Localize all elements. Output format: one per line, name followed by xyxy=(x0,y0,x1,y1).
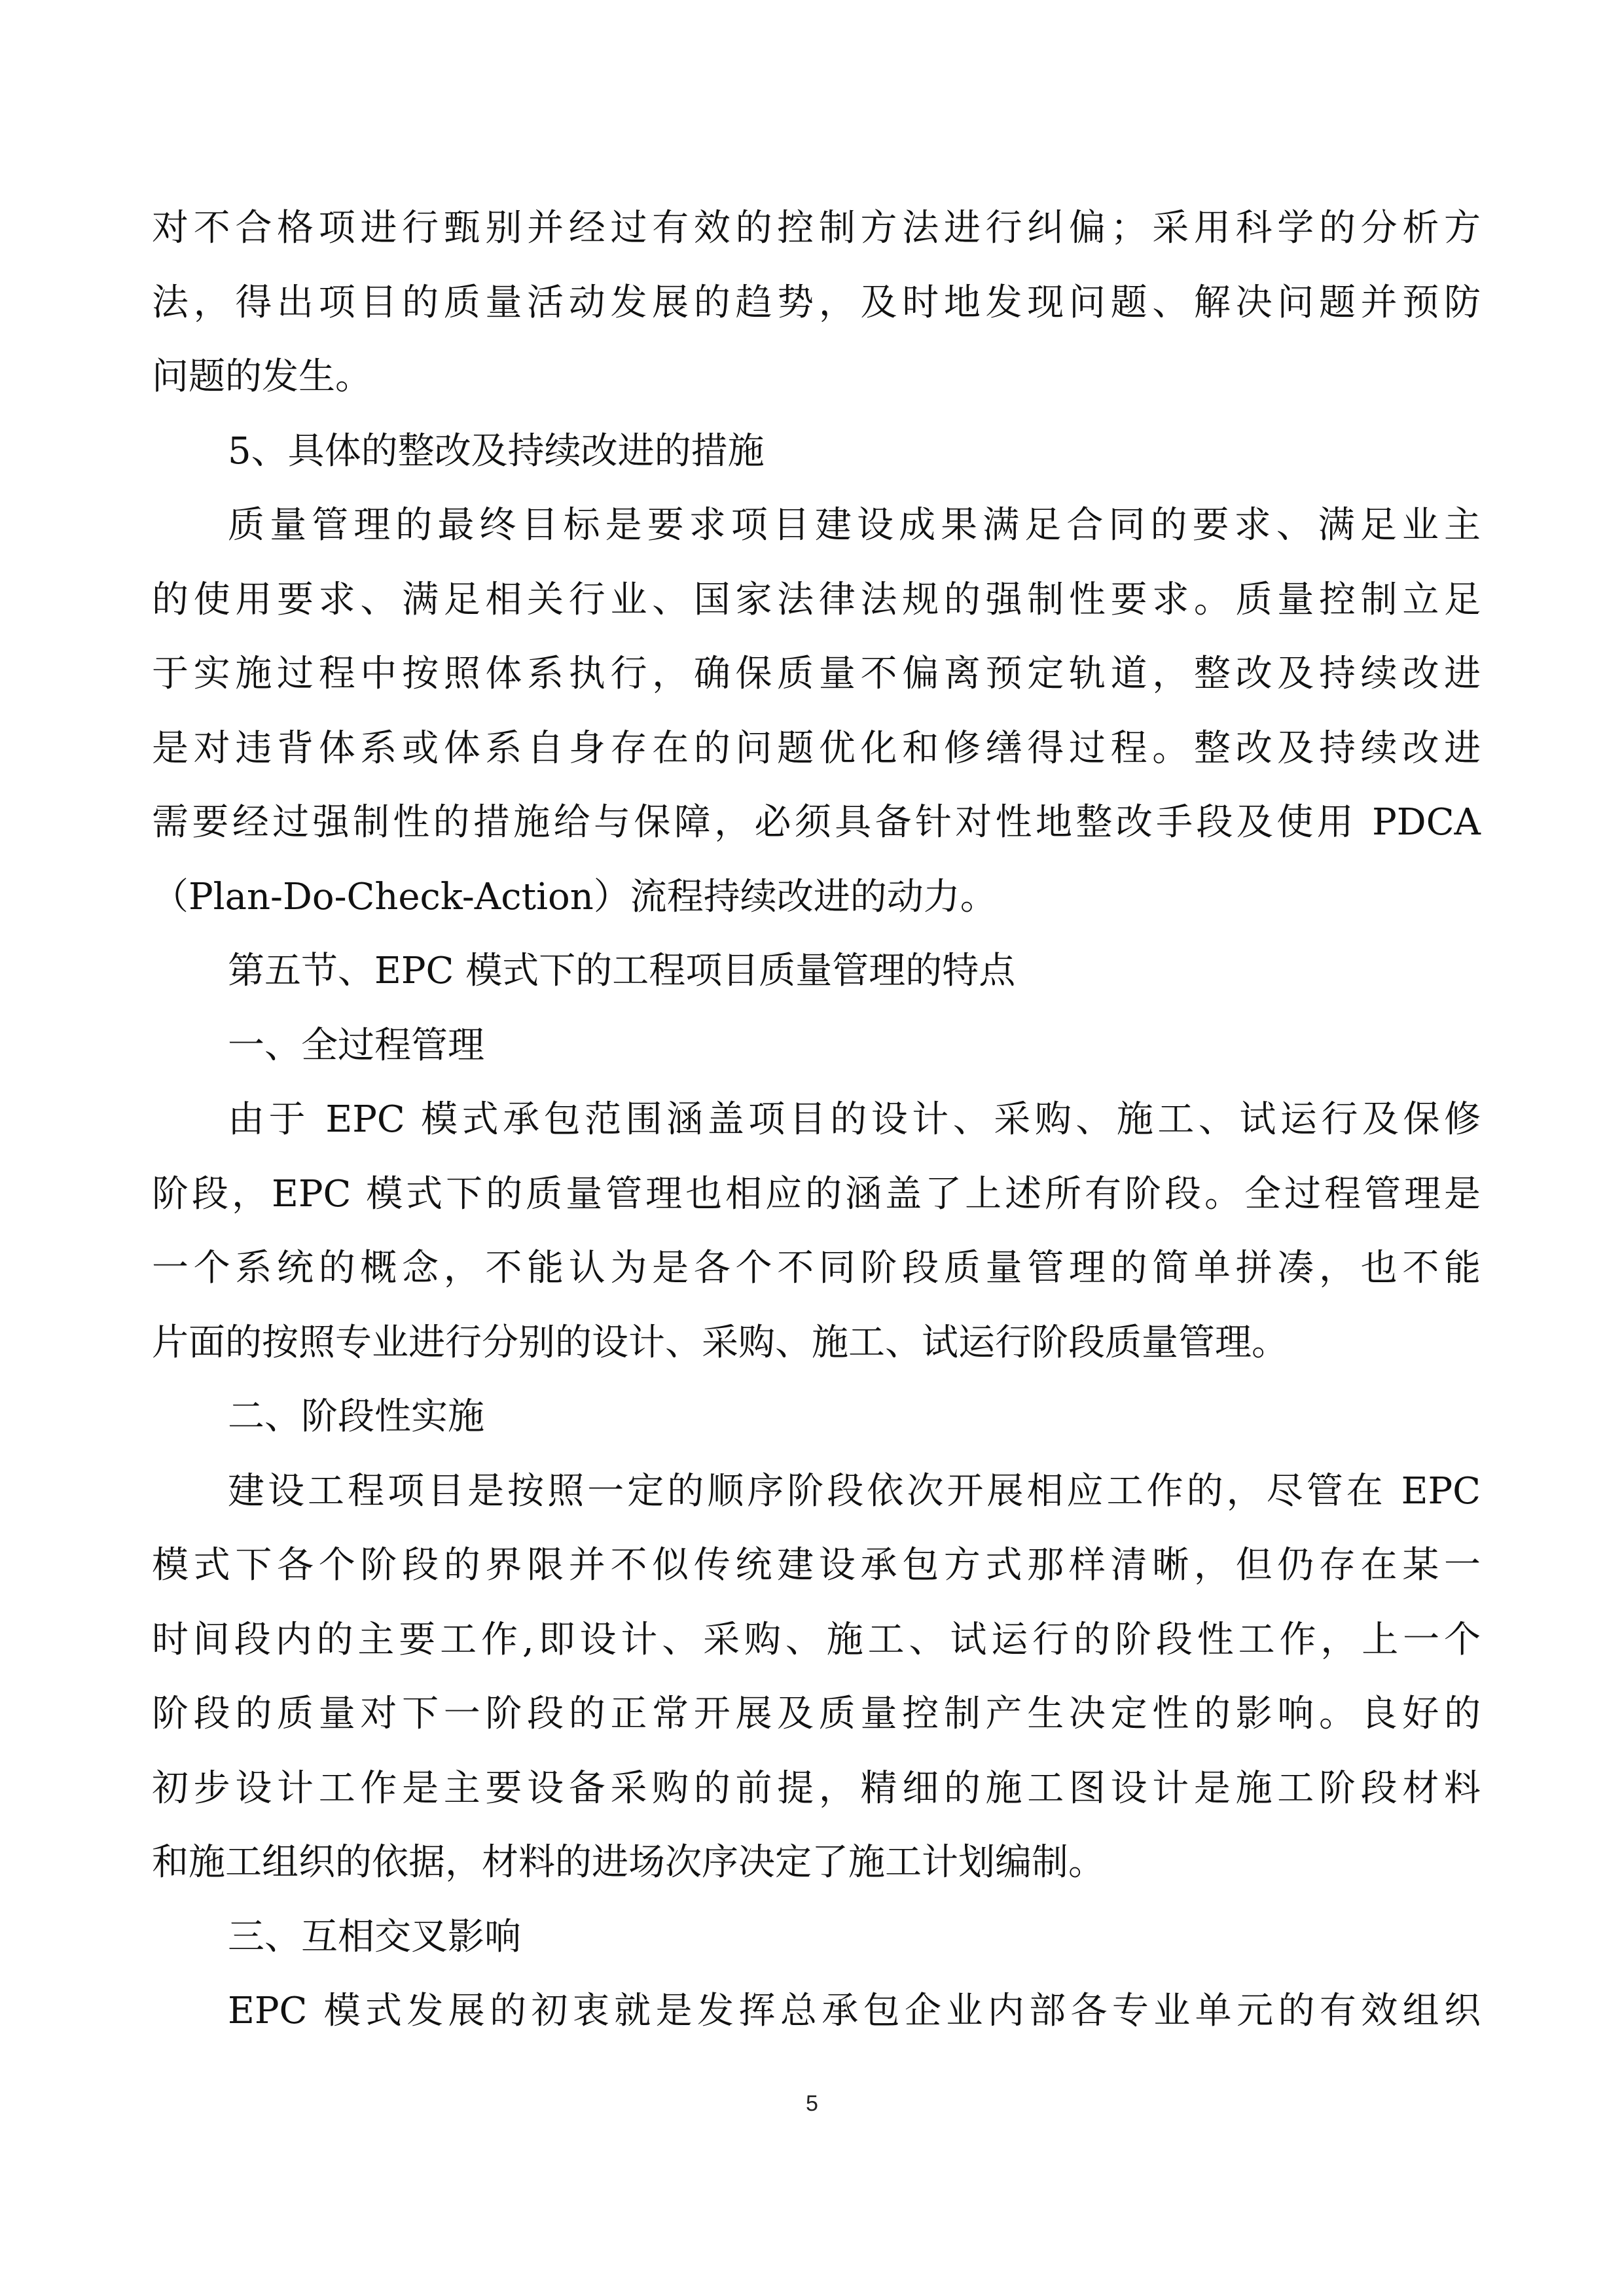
paragraph-first-line: 建设工程项目是按照一定的顺序阶段依次开展相应工作的，尽管在 EPC xyxy=(228,1469,1481,1513)
paragraph-first-line: 三、互相交叉影响 xyxy=(228,1915,521,1958)
text-line: 片面的按照专业进行分别的设计、采购、施工、试运行阶段质量管理。 xyxy=(152,1321,1288,1364)
text-line: 需要经过强制性的措施给与保障，必须具备针对性地整改手段及使用 PDCA xyxy=(152,801,1481,844)
paragraph-first-line: 质量管理的最终目标是要求项目建设成果满足合同的要求、满足业主 xyxy=(228,504,1481,547)
text-line: 阶段，EPC 模式下的质量管理也相应的涵盖了上述所有阶段。全过程管理是 xyxy=(152,1172,1481,1215)
text-line: 对不合格项进行甄别并经过有效的控制方法进行纠偏；采用科学的分析方 xyxy=(152,207,1481,249)
text-line: 初步设计工作是主要设备采购的前提，精细的施工图设计是施工阶段材料 xyxy=(152,1767,1481,1810)
paragraph-first-line: 第五节、EPC 模式下的工程项目质量管理的特点 xyxy=(228,950,1016,992)
paragraph-first-line: EPC 模式发展的初衷就是发挥总承包企业内部各专业单元的有效组织 xyxy=(228,1990,1481,2032)
page-number: 5 xyxy=(806,2091,818,2116)
text-line: 和施工组织的依据，材料的进场次序决定了施工计划编制。 xyxy=(152,1841,1105,1884)
text-line: 于实施过程中按照体系执行，确保质量不偏离预定轨道，整改及持续改进 xyxy=(152,653,1481,695)
paragraph-first-line: 一、全过程管理 xyxy=(228,1024,484,1067)
paragraph-first-line: 由于 EPC 模式承包范围涵盖项目的设计、采购、施工、试运行及保修 xyxy=(228,1098,1481,1141)
text-line: 一个系统的概念，不能认为是各个不同阶段质量管理的简单拼凑，也不能 xyxy=(152,1247,1481,1289)
text-line: 的使用要求、满足相关行业、国家法律法规的强制性要求。质量控制立足 xyxy=(152,578,1481,621)
body-text xyxy=(152,191,1481,2049)
paragraph-first-line: 二、阶段性实施 xyxy=(228,1395,484,1438)
paragraph-first-line: 5、具体的整改及持续改进的措施 xyxy=(228,429,765,473)
text-line: 模式下各个阶段的界限并不似传统建设承包方式那样清晰，但仍存在某一 xyxy=(152,1544,1481,1587)
text-line: 阶段的质量对下一阶段的正常开展及质量控制产生决定性的影响。良好的 xyxy=(152,1693,1481,1735)
text-line: 是对违背体系或体系自身存在的问题优化和修缮得过程。整改及持续改进 xyxy=(152,726,1481,770)
text-line: （Plan-Do-Check-Action）流程持续改进的动力。 xyxy=(152,875,997,918)
text-line: 时间段内的主要工作,即设计、采购、施工、试运行的阶段性工作，上一个 xyxy=(152,1618,1481,1661)
text-line: 法，得出项目的质量活动发展的趋势，及时地发现问题、解决问题并预防 xyxy=(152,281,1481,324)
text-line: 问题的发生。 xyxy=(152,355,372,398)
